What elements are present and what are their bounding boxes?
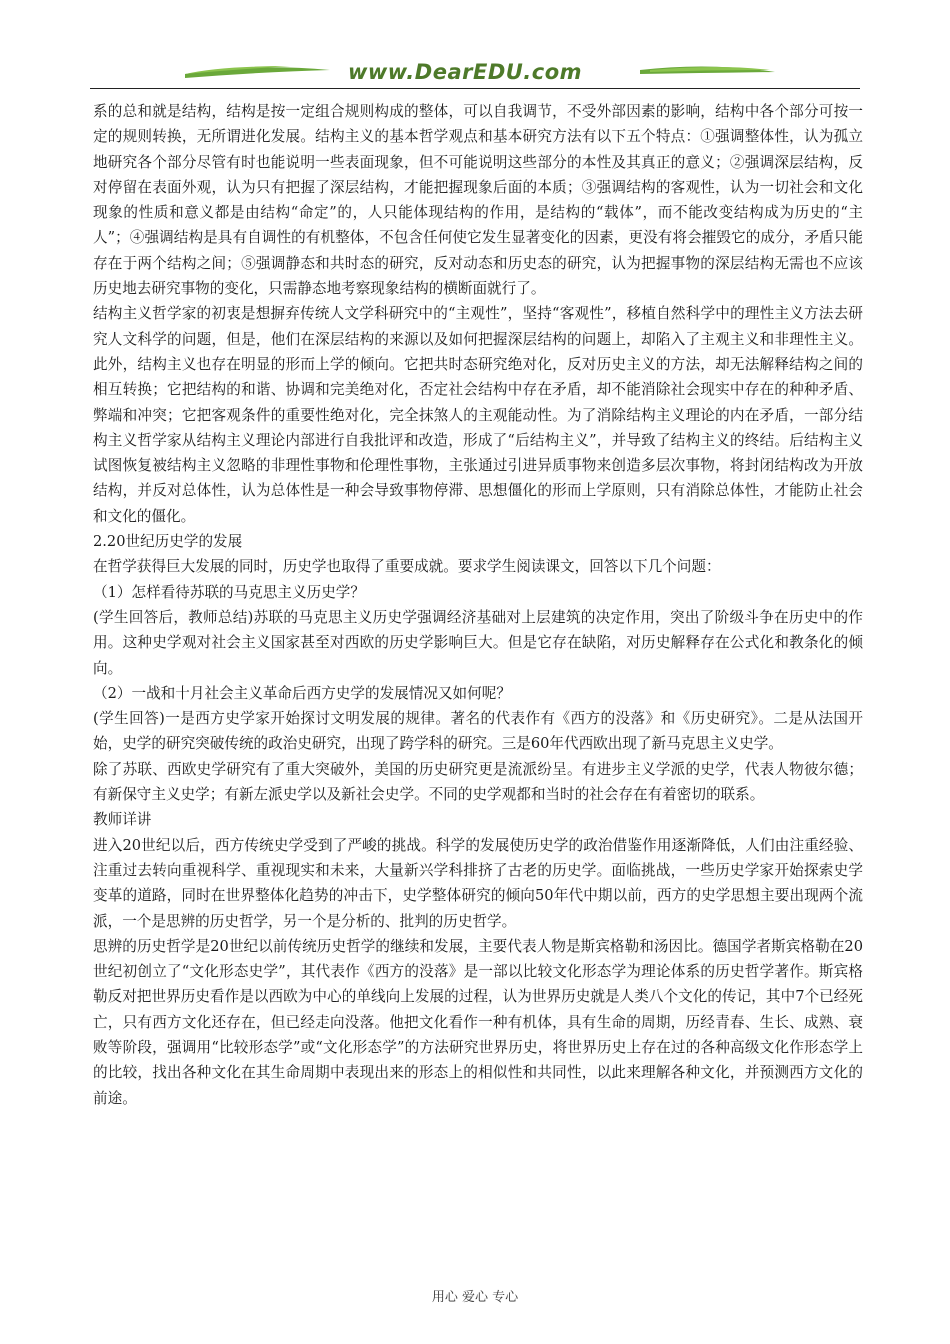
paragraph-structuralism-features: 系的总和就是结构，结构是按一定组合规则构成的整体，可以自我调节，不受外部因素的影响，结构中各个部分可按一定的规则转换，无所谓进化发展。结构主义的基本哲学观点和基本研究方法有以下五个特点：①强调整体性，认为孤立地研究各个部分尽管有时也能说明一些表面现象，但不可能说明这些部分的本性及其真正的意义；②强调深层结构，反对停留在表面外观，认为只有把握了深层结构，才能把握现象后面的本质；③强调结构的客观性，认为一切社会和文化现象的性质和意义都是由结构“命定”的，人只能体现结构的作用，是结构的“载体”，而不能改变结构成为历史的“主人”；④强调结构是具有自调性的有机整体，不包含任何使它发生显著变化的因素，更没有将会摧毁它的成分，矛盾只能存在于两个结构之间；⑤强调静态和共时态的研究，反对动态和历史态的研究，认为把握事物的深层结构无需也不应该历史地去研究事物的变化，只需静态地考察现象结构的横断面就行了。	[93, 103, 863, 298]
subheading-teacher-explains: 教师详讲	[93, 811, 152, 829]
question-2: （2）一战和十月社会主义革命后西方史学的发展情况又如何呢？	[93, 684, 511, 702]
paragraph-20th-century-challenge: 进入20世纪以后，西方传统史学受到了严峻的挑战。科学的发展使历史学的政治借鉴作用逐渐降低，人们由注重经验、注重过去转向重视科学、重视现实和未来，大量新兴学科排挤了古老的历史学。面临挑战，一些历史学家开始探索史学变革的道路，同时在世界整体化趋势的冲击下，史学整体研究的倾向50年代中期以前，西方的史学思想主要出现两个流派，一个是思辨的历史哲学，另一个是分析的、批判的历史哲学。	[93, 836, 863, 930]
page-footer: 用心 爱心 专心	[431, 1290, 519, 1305]
page-header	[0, 0, 950, 95]
paragraph-structuralism-critique: 结构主义哲学家的初衷是想摒弃传统人文学科研究中的“主观性”，坚持“客观性”，移植自然科学中的理性主义方法去研究人文科学的问题，但是，他们在深层结构的来源以及如何把握深层结构的问题上，却陷入了主观主义和非理性主义。此外，结构主义也存在明显的形而上学的倾向。它把共时态研究绝对化，反对历史主义的方法，却无法解释结构之间的相互转换；它把结构的和谐、协调和完美绝对化，否定社会结构中存在矛盾，却不能消除社会现实中存在的种种矛盾、弊端和冲突；它把客观条件的重要性绝对化，完全抹煞人的主观能动性。为了消除结构主义理论的内在矛盾，一部分结构主义哲学家从结构主义理论内部进行自我批评和改造，形成了“后结构主义”，并导致了结构主义的终结。后结构主义试图恢复被结构主义忽略的非理性事物和伦理性事物，主张通过引进异质事物来创造多层次事物，将封闭结构改为开放结构，并反对总体性，认为总体性是一种会导致事物停滞、思想僵化的形而上学原则，只有消除总体性，才能防止社会和文化的僵化。	[93, 305, 863, 525]
question-1: （1）怎样看待苏联的马克思主义历史学？	[93, 583, 365, 601]
answer-1: (学生回答后，教师总结)苏联的马克思主义历史学强调经济基础对上层建筑的决定作用，突出了阶级斗争在历史中的作用。这种史学观对社会主义国家甚至对西欧的历史学影响巨大。但是它存在缺陷，对历史解释存在公式化和教条化的倾向。	[93, 608, 863, 677]
header-divider	[90, 88, 860, 89]
paragraph-speculative-philosophy: 思辨的历史哲学是20世纪以前传统历史哲学的继续和发展，主要代表人物是斯宾格勒和汤因比。德国学者斯宾格勒在20世纪初创立了“文化形态史学”，其代表作《西方的没落》是一部以比较文化形态学为理论体系的历史哲学著作。斯宾格勒反对把世界历史看作是以西欧为中心的单线向上发展的过程，认为世界历史就是人类八个文化的传记，其中7个已经死亡，只有西方文化还存在，但已经走向没落。他把文化看作一种有机体，具有生命的周期，历经青春、生长、成熟、衰败等阶段，强调用“比较形态学”或“文化形态学”的方法研究世界历史，将世界历史上存在过的各种高级文化作形态学上的比较，找出各种文化在其生命周期中表现出来的形态上的相似性和共同性，以此来理解各种文化，并预测西方文化的前途。	[93, 937, 863, 1107]
document-body	[93, 99, 863, 1111]
answer-2: (学生回答)一是西方史学家开始探讨文明发展的规律。著名的代表作有《西方的没落》和《历史研究》。二是从法国开始，史学的研究突破传统的政治史研究，出现了跨学科的研究。三是60年代西欧出现了新马克思主义史学。	[93, 710, 863, 753]
section-heading-history: 2.20世纪历史学的发展	[93, 533, 243, 551]
site-logo-text[interactable]: www.DearEDU.com	[347, 60, 583, 84]
paragraph-american-history: 除了苏联、西欧史学研究有了重大突破外，美国的历史研究更是流派纷呈。有进步主义学派的史学，代表人物彼尔德；有新保守主义史学；有新左派史学以及新社会史学。不同的史学观都和当时的社会存在有着密切的联系。	[93, 760, 863, 804]
paragraph-intro-questions: 在哲学获得巨大发展的同时，历史学也取得了重要成就。要求学生阅读课文，回答以下几个问题：	[93, 558, 721, 576]
